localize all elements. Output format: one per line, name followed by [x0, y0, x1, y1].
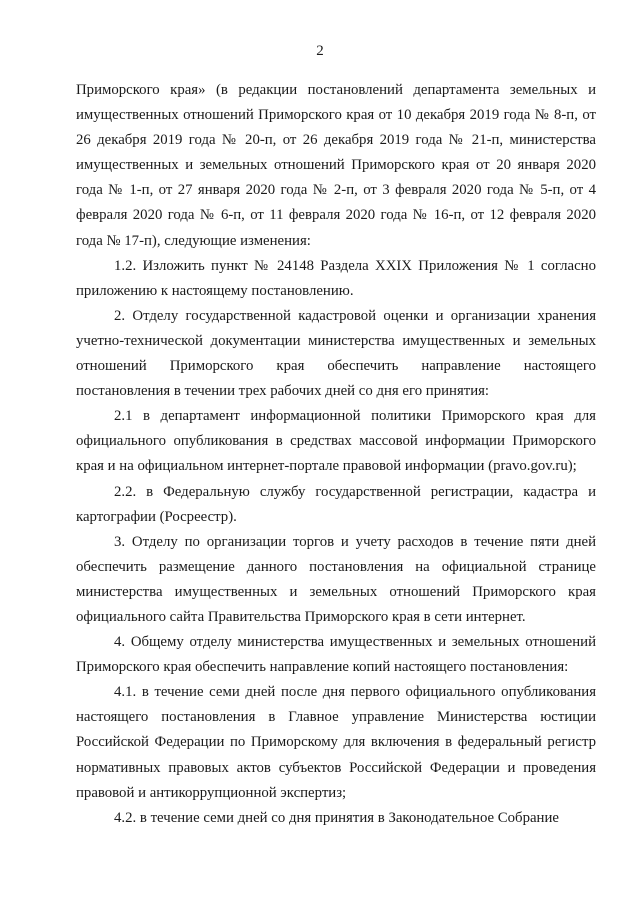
paragraph-4-2: 4.2. в течение семи дней со дня принятия в Законодательное Собрание — [114, 809, 559, 826]
page-number: 2 — [316, 43, 324, 59]
paragraph-2: 2. Отделу государственной кадастровой оценки и организации хранения учетно-технической документации министерства имущественных и земельных отношений Приморского края обеспечить направление настоящего постановления в течении трех рабочих дней со дня его принятия: — [76, 307, 596, 400]
document-body — [76, 78, 596, 831]
paragraph-4: 4. Общему отделу министерства имущественных и земельных отношений Приморского края обеспечить направление копий настоящего постановления: — [76, 634, 596, 676]
paragraph-amendment-intro: Приморского края» (в редакции постановлений департамента земельных и имущественных отношений Приморского края от 10 декабря 2019 года № 8-п, от 26 декабря 2019 года № 20-п, от 26 декабря 2019 года № 21-п, министерства имущественных и земельных отношений Приморского края от 20 января 2020 года № 1-п, от 27 января 2020 года № 2-п, от 3 февраля 2020 года № 5-п, от 4 февраля 2020 года № 6-п, от 11 февраля 2020 года № 16-п, от 12 февраля 2020 года № 17-п), следующие изменения: — [76, 82, 596, 249]
paragraph-3: 3. Отделу по организации торгов и учету расходов в течение пяти дней обеспечить размещение данного постановления на официальной странице министерства имущественных и земельных отношений Приморского края официального сайта Правительства Приморского края в сети интернет. — [76, 533, 596, 625]
paragraph-4-1: 4.1. в течение семи дней после дня первого официального опубликования настоящего постановления в Главное управление Министерства юстиции Российской Федерации по Приморскому для включения в федеральный регистр нормативных правовых актов субъектов Российской Федерации и проведения правовой и антикоррупционной экспертиз; — [76, 684, 596, 801]
paragraph-2-1: 2.1 в департамент информационной политики Приморского края для официального опубликования в средствах массовой информации Приморского края и на официальном интернет-портале правовой информации (pravo.gov.ru); — [76, 408, 596, 475]
paragraph-1-2: 1.2. Изложить пункт № 24148 Раздела XXIX Приложения № 1 согласно приложению к настоящему постановлению. — [76, 257, 596, 299]
paragraph-2-2: 2.2. в Федеральную службу государственной регистрации, кадастра и картографии (Росреестр). — [76, 483, 596, 525]
